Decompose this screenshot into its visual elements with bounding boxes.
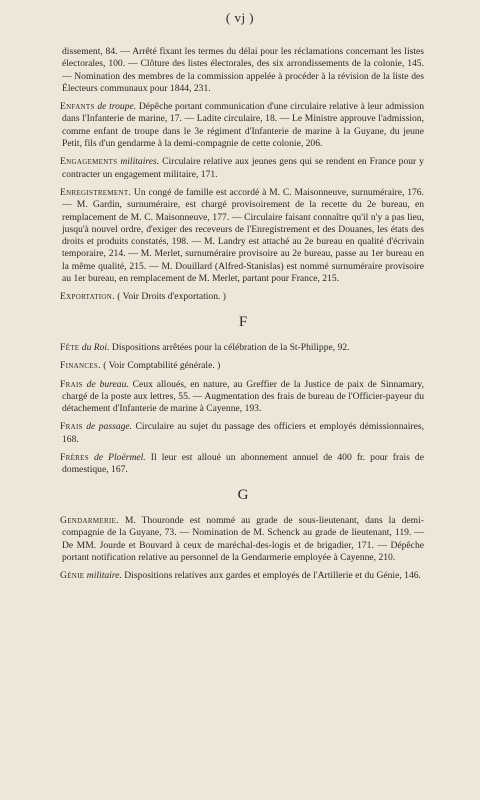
entry-heading: Génie (60, 570, 85, 582)
entry-subheading: de troupe. (97, 101, 137, 113)
entry-heading: Gendarmerie. (60, 514, 119, 526)
entry-text: ( Voir Comptabilité générale. ) (103, 360, 221, 372)
index-entry-frais-bureau (62, 379, 424, 416)
entry-text: Un congé de famille est accordé à M. C. Maisonneuve, surnuméraire, 176. — M. Gardin, surnuméraire, est chargé provisoirement de la recette du 2e bureau, en remplacement de M. C. Maisonneuve, 177. — Circulaire faisant connaître qu'il n'y a pas lieu, jusqu'à nouvel ordre, d'exiger des receveurs de l'Enregistrement et des Douanes, les états des droits et produits constatés, 198. — M. Landry est attaché au 2e bureau en qualité d'écrivain temporaire, 214. — M. Merlet, surnuméraire provisoire au 2e bureau, passe au 1er bureau en la même qualité, 215. — M. Douillard (Alfred-Stanislas) est nommé surnuméraire provisoire au 1er bureau, en remplacement de M. Merlet, partant pour France, 215. (62, 186, 424, 285)
entry-text: ( Voir Droits d'exportation. ) (117, 291, 226, 303)
entry-heading: Engagements (60, 156, 118, 168)
index-entry-engagements (62, 156, 424, 181)
index-entry-genie (62, 570, 424, 582)
entry-subheading: de Ploërmel. (94, 452, 146, 464)
index-entry-enregistrement (62, 187, 424, 285)
section-letter-f: F (238, 313, 248, 330)
entry-subheading: du Roi. (81, 341, 110, 353)
index-entry-freres (62, 452, 424, 477)
entry-heading: Enregistrement. (60, 186, 132, 198)
entry-heading: Exportation. (60, 291, 115, 303)
entry-subheading: de passage. (86, 421, 133, 433)
entry-text: Circulaire au sujet du passage des officiers et employés démissionnaires, 168. (62, 421, 425, 445)
entry-text: Il leur est alloué un abonnement annuel de 400 fr. pour frais de domestique, 167. (62, 452, 424, 476)
entry-heading: Frais (60, 421, 83, 433)
entry-heading: Fête (60, 341, 80, 353)
index-entry-frais-passage (62, 421, 424, 446)
page-number: ( vj ) (225, 10, 255, 25)
entry-subheading: militaire. (86, 570, 122, 582)
entry-text: M. Thouronde est nommé au grade de sous-lieutenant, dans la demi-compagnie de la Guyane, 73. — Nomination de M. Schenck au grade de lieutenant, 119. — De MM. Jourde et Bouvard à ceux de maréchal-des-logis et de brigadier, 171. — Dépêche portant notification relative au personnel de la Gendarmerie employée à Cayenne, 210. (62, 514, 424, 563)
index-entry-exportation (62, 291, 424, 303)
section-letter-g: G (237, 486, 249, 503)
index-entry-gendarmerie (62, 515, 424, 564)
entry-heading: Frais (60, 378, 83, 390)
index-entry-fete (62, 342, 424, 354)
entry-text: Ceux alloués, en nature, au Greffier de la Justice de paix de Sinnamary, chargé de la poste aux lettres, 55. — Augmentation des frais de bureau de l'Officier-payeur du détachement d'Infanterie de marine à Cayenne, 193. (62, 378, 424, 415)
index-entry-continuation (62, 46, 424, 95)
entry-text: Dispositions arrêtées pour la célébration de la St-Philippe, 92. (111, 341, 350, 353)
index-text (62, 46, 424, 588)
index-entry-enfants (62, 101, 424, 150)
entry-heading: Frères (60, 452, 89, 464)
index-entry-finances (62, 360, 424, 372)
entry-heading: Finances. (60, 360, 101, 372)
entry-heading: Enfants (60, 101, 95, 113)
entry-text: Dépêche portant communication d'une circulaire relative à leur admission dans l'Infanterie de marine, 17. — Ladite circulaire, 18. — Le Ministre approuve l'admission, comme enfant de troupe dans le 3e régiment d'Infanterie de marine à la Guyane, du jeune Petit, fils d'un gendarme à la demi-compagnie de cette colonie, 206. (62, 101, 424, 150)
entry-subheading: de bureau. (86, 378, 129, 390)
entry-text: Dispositions relatives aux gardes et employés de l'Artillerie et du Génie, 146. (124, 570, 421, 582)
entry-text: dissement, 84. — Arrêté fixant les termes du délai pour les réclamations concernant les listes électorales, 100. — Clôture des listes électorales, des six arrondissements de la colonie, 145. — Nomination des membres de la commission appelée à procéder à la révision de la liste des Électeurs communaux pour 1844, 231. (62, 46, 424, 94)
entry-subheading: militaires. (120, 156, 160, 168)
entry-text: Circulaire relative aux jeunes gens qui se rendent en France pour y contracter un engagement militaire, 171. (62, 156, 424, 180)
